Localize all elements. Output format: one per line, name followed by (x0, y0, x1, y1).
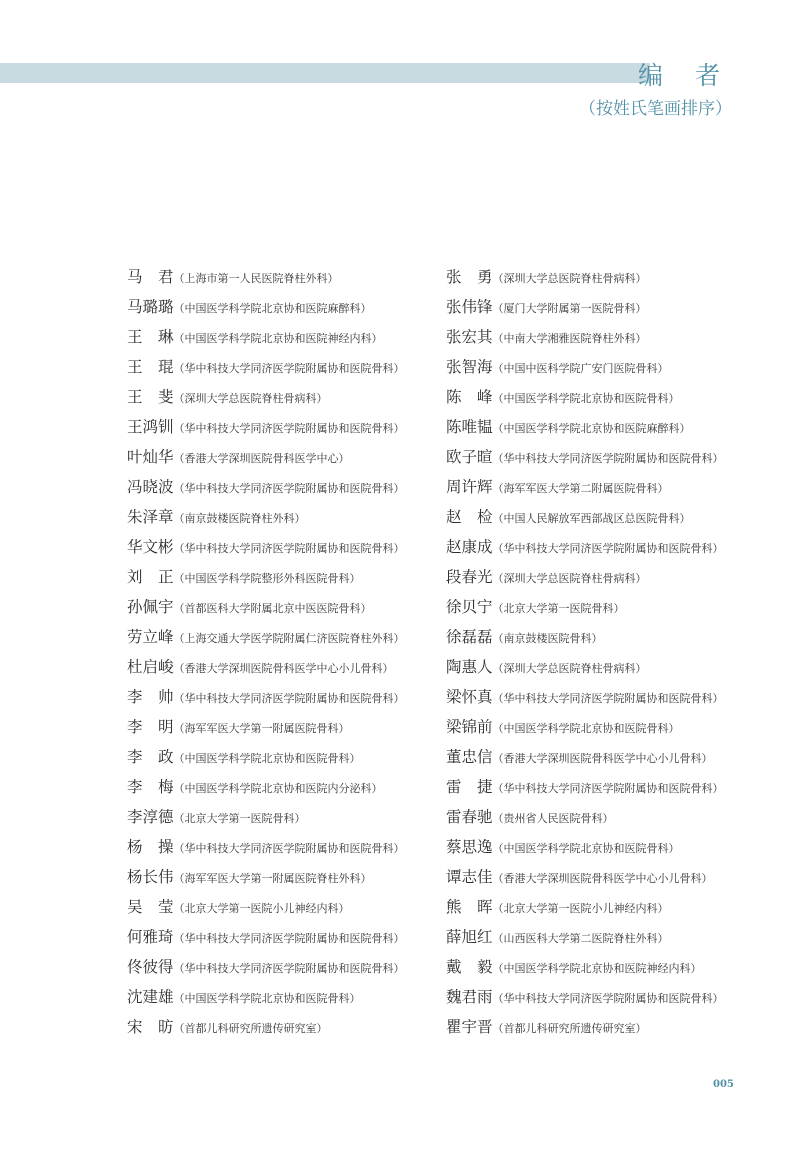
editor-entry (127, 655, 427, 685)
editor-name: 雷 捷 (446, 778, 493, 796)
editor-entry (446, 355, 746, 385)
editor-entry (127, 565, 427, 595)
editor-affiliation: （华中科技大学同济医学院附属协和医院骨科） (173, 962, 405, 975)
editor-affiliation: （香港大学深圳医院骨科医学中心） (173, 452, 350, 465)
editor-name: 刘 正 (127, 568, 174, 586)
editor-name: 董忠信 (446, 748, 493, 766)
editor-name: 王 琨 (127, 358, 174, 376)
editor-entry (127, 895, 427, 925)
editor-name: 陶惠人 (446, 658, 493, 676)
editor-affiliation: （中国医学科学院北京协和医院麻醉科） (173, 302, 372, 315)
editor-affiliation: （华中科技大学同济医学院附属协和医院骨科） (492, 992, 724, 1005)
editor-affiliation: （北京大学第一医院小儿神经内科） (492, 902, 669, 915)
editor-entry (446, 1015, 746, 1045)
editor-entry (446, 325, 746, 355)
editor-name: 赵 检 (446, 508, 493, 526)
editor-affiliation: （深圳大学总医院脊柱骨病科） (492, 572, 647, 585)
editor-entry (446, 535, 746, 565)
editor-name: 朱泽章 (127, 508, 174, 526)
editor-affiliation: （华中科技大学同济医学院附属协和医院骨科） (173, 932, 405, 945)
editor-name: 周许辉 (446, 478, 493, 496)
editor-entry (127, 865, 427, 895)
editor-entry (127, 715, 427, 745)
editor-entry (446, 985, 746, 1015)
editor-name: 薛旭红 (446, 928, 493, 946)
editor-affiliation: （南京鼓楼医院骨科） (492, 632, 603, 645)
editor-entry (127, 475, 427, 505)
editor-entry (127, 445, 427, 475)
editor-affiliation: （华中科技大学同济医学院附属协和医院骨科） (173, 842, 405, 855)
editor-entry (446, 445, 746, 475)
editor-name: 张伟锋 (446, 298, 493, 316)
editor-name: 魏君雨 (446, 988, 493, 1006)
editor-affiliation: （中国医学科学院北京协和医院神经内科） (492, 962, 702, 975)
editor-affiliation: （厦门大学附属第一医院骨科） (492, 302, 647, 315)
editor-entry (127, 385, 427, 415)
editor-name: 欧子暄 (446, 448, 493, 466)
editor-name: 劳立峰 (127, 628, 174, 646)
editor-name: 陈唯韫 (446, 418, 493, 436)
editor-affiliation: （首都医科大学附属北京中医医院骨科） (173, 602, 372, 615)
editor-affiliation: （中国人民解放军西部战区总医院骨科） (492, 512, 691, 525)
editor-name: 杜启峻 (127, 658, 174, 676)
editor-name: 赵康成 (446, 538, 493, 556)
editor-entry (127, 265, 427, 295)
editor-entry (446, 925, 746, 955)
editor-entry (127, 1015, 427, 1045)
editor-affiliation: （香港大学深圳医院骨科医学中心小儿骨科） (492, 752, 713, 765)
editor-affiliation: （华中科技大学同济医学院附属协和医院骨科） (492, 542, 724, 555)
editor-name: 孙佩宇 (127, 598, 174, 616)
editor-name: 陈 峰 (446, 388, 493, 406)
editor-entry (127, 685, 427, 715)
editor-entry (127, 295, 427, 325)
editor-affiliation: （华中科技大学同济医学院附属协和医院骨科） (173, 542, 405, 555)
editor-entry (127, 745, 427, 775)
editor-name: 李 政 (127, 748, 174, 766)
editor-affiliation: （山西医科大学第二医院脊柱外科） (492, 932, 669, 945)
editor-entry (446, 295, 746, 325)
editor-affiliation: （中南大学湘雅医院脊柱外科） (492, 332, 647, 345)
editor-entry (446, 625, 746, 655)
editor-affiliation: （中国医学科学院整形外科医院骨科） (173, 572, 361, 585)
editor-affiliation: （深圳大学总医院脊柱骨病科） (492, 662, 647, 675)
editor-name: 张宏其 (446, 328, 493, 346)
editor-affiliation: （中国医学科学院北京协和医院骨科） (492, 842, 680, 855)
editor-entry (446, 865, 746, 895)
editor-name: 马 君 (127, 268, 174, 286)
editor-affiliation: （中国中医科学院广安门医院骨科） (492, 362, 669, 375)
editor-entry (127, 355, 427, 385)
editor-name: 张 勇 (446, 268, 493, 286)
editor-entry (446, 265, 746, 295)
header-bar (0, 63, 650, 83)
editor-name: 李 帅 (127, 688, 174, 706)
editor-affiliation: （中国医学科学院北京协和医院骨科） (173, 752, 361, 765)
editor-affiliation: （华中科技大学同济医学院附属协和医院骨科） (492, 692, 724, 705)
editor-entry (446, 895, 746, 925)
editor-entry (446, 745, 746, 775)
editor-entry (446, 505, 746, 535)
editor-name: 徐磊磊 (446, 628, 493, 646)
editor-name: 梁锦前 (446, 718, 493, 736)
editor-name: 张智海 (446, 358, 493, 376)
editor-affiliation: （海军军医大学第一附属医院骨科） (173, 722, 350, 735)
editor-name: 段春光 (446, 568, 493, 586)
editor-name: 马璐璐 (127, 298, 174, 316)
editor-entry (127, 955, 427, 985)
editor-entry (127, 325, 427, 355)
editor-affiliation: （华中科技大学同济医学院附属协和医院骨科） (173, 692, 405, 705)
editor-affiliation: （中国医学科学院北京协和医院麻醉科） (492, 422, 691, 435)
editor-name: 杨 操 (127, 838, 174, 856)
editor-affiliation: （贵州省人民医院骨科） (492, 812, 614, 825)
editor-entry (446, 685, 746, 715)
editor-entry (446, 595, 746, 625)
editor-affiliation: （首都儿科研究所遗传研究室） (173, 1022, 328, 1035)
editor-list-right (446, 265, 746, 1045)
editor-name: 熊 晖 (446, 898, 493, 916)
editor-affiliation: （中国医学科学院北京协和医院骨科） (492, 392, 680, 405)
editor-affiliation: （深圳大学总医院脊柱骨病科） (173, 392, 328, 405)
editor-entry (127, 805, 427, 835)
editor-entry (127, 835, 427, 865)
editor-name: 蔡思逸 (446, 838, 493, 856)
editor-name: 戴 毅 (446, 958, 493, 976)
page-title: 编 者 (638, 61, 732, 90)
editor-affiliation: （北京大学第一医院骨科） (492, 602, 625, 615)
editor-name: 冯晓波 (127, 478, 174, 496)
editor-entry (446, 565, 746, 595)
editor-name: 叶灿华 (127, 448, 174, 466)
editor-entry (127, 985, 427, 1015)
editor-affiliation: （华中科技大学同济医学院附属协和医院骨科） (492, 452, 724, 465)
page-subtitle: （按姓氏笔画排序） (579, 99, 732, 119)
editor-entry (446, 955, 746, 985)
editor-affiliation: （南京鼓楼医院脊柱外科） (173, 512, 306, 525)
editor-affiliation: （首都儿科研究所遗传研究室） (492, 1022, 647, 1035)
editor-name: 梁怀真 (446, 688, 493, 706)
editor-entry (446, 715, 746, 745)
editor-affiliation: （深圳大学总医院脊柱骨病科） (492, 272, 647, 285)
editor-name: 佟彼得 (127, 958, 174, 976)
editor-entry (127, 625, 427, 655)
editor-affiliation: （北京大学第一医院骨科） (173, 812, 306, 825)
editor-entry (446, 655, 746, 685)
editor-affiliation: （香港大学深圳医院骨科医学中心小儿骨科） (173, 662, 394, 675)
editor-entry (127, 505, 427, 535)
editor-name: 徐贝宁 (446, 598, 493, 616)
editor-name: 雷春驰 (446, 808, 493, 826)
editor-entry (446, 385, 746, 415)
editor-entry (127, 535, 427, 565)
editor-name: 谭志佳 (446, 868, 493, 886)
editor-name: 吴 莹 (127, 898, 174, 916)
editor-name: 王 琳 (127, 328, 174, 346)
editor-name: 沈建雄 (127, 988, 174, 1006)
editor-entry (446, 415, 746, 445)
editor-entry (446, 775, 746, 805)
editor-entry (446, 475, 746, 505)
editor-entry (446, 835, 746, 865)
editor-affiliation: （华中科技大学同济医学院附属协和医院骨科） (492, 782, 724, 795)
editor-affiliation: （上海市第一人民医院脊柱外科） (173, 272, 339, 285)
editor-affiliation: （华中科技大学同济医学院附属协和医院骨科） (173, 362, 405, 375)
editor-affiliation: （中国医学科学院北京协和医院骨科） (173, 992, 361, 1005)
editor-name: 瞿宇晋 (446, 1018, 493, 1036)
editor-name: 李淳德 (127, 808, 174, 826)
editor-affiliation: （海军军医大学第二附属医院骨科） (492, 482, 669, 495)
editor-name: 李 梅 (127, 778, 174, 796)
editor-entry (446, 805, 746, 835)
editor-affiliation: （中国医学科学院北京协和医院骨科） (492, 722, 680, 735)
editor-affiliation: （香港大学深圳医院骨科医学中心小儿骨科） (492, 872, 713, 885)
editor-name: 王鸿钏 (127, 418, 174, 436)
editor-name: 宋 昉 (127, 1018, 174, 1036)
editor-affiliation: （北京大学第一医院小儿神经内科） (173, 902, 350, 915)
page-number: 005 (713, 1079, 734, 1090)
editor-name: 李 明 (127, 718, 174, 736)
editor-entry (127, 925, 427, 955)
editor-affiliation: （海军军医大学第一附属医院脊柱外科） (173, 872, 372, 885)
editor-list-left (127, 265, 427, 1045)
editor-affiliation: （中国医学科学院北京协和医院神经内科） (173, 332, 383, 345)
editor-name: 杨长伟 (127, 868, 174, 886)
editor-name: 华文彬 (127, 538, 174, 556)
editor-affiliation: （华中科技大学同济医学院附属协和医院骨科） (173, 482, 405, 495)
editor-entry (127, 775, 427, 805)
editor-affiliation: （中国医学科学院北京协和医院内分泌科） (173, 782, 383, 795)
editor-entry (127, 415, 427, 445)
editor-entry (127, 595, 427, 625)
editor-affiliation: （上海交通大学医学院附属仁济医院脊柱外科） (173, 632, 405, 645)
editor-name: 王 斐 (127, 388, 174, 406)
editor-affiliation: （华中科技大学同济医学院附属协和医院骨科） (173, 422, 405, 435)
editor-name: 何雅琦 (127, 928, 174, 946)
